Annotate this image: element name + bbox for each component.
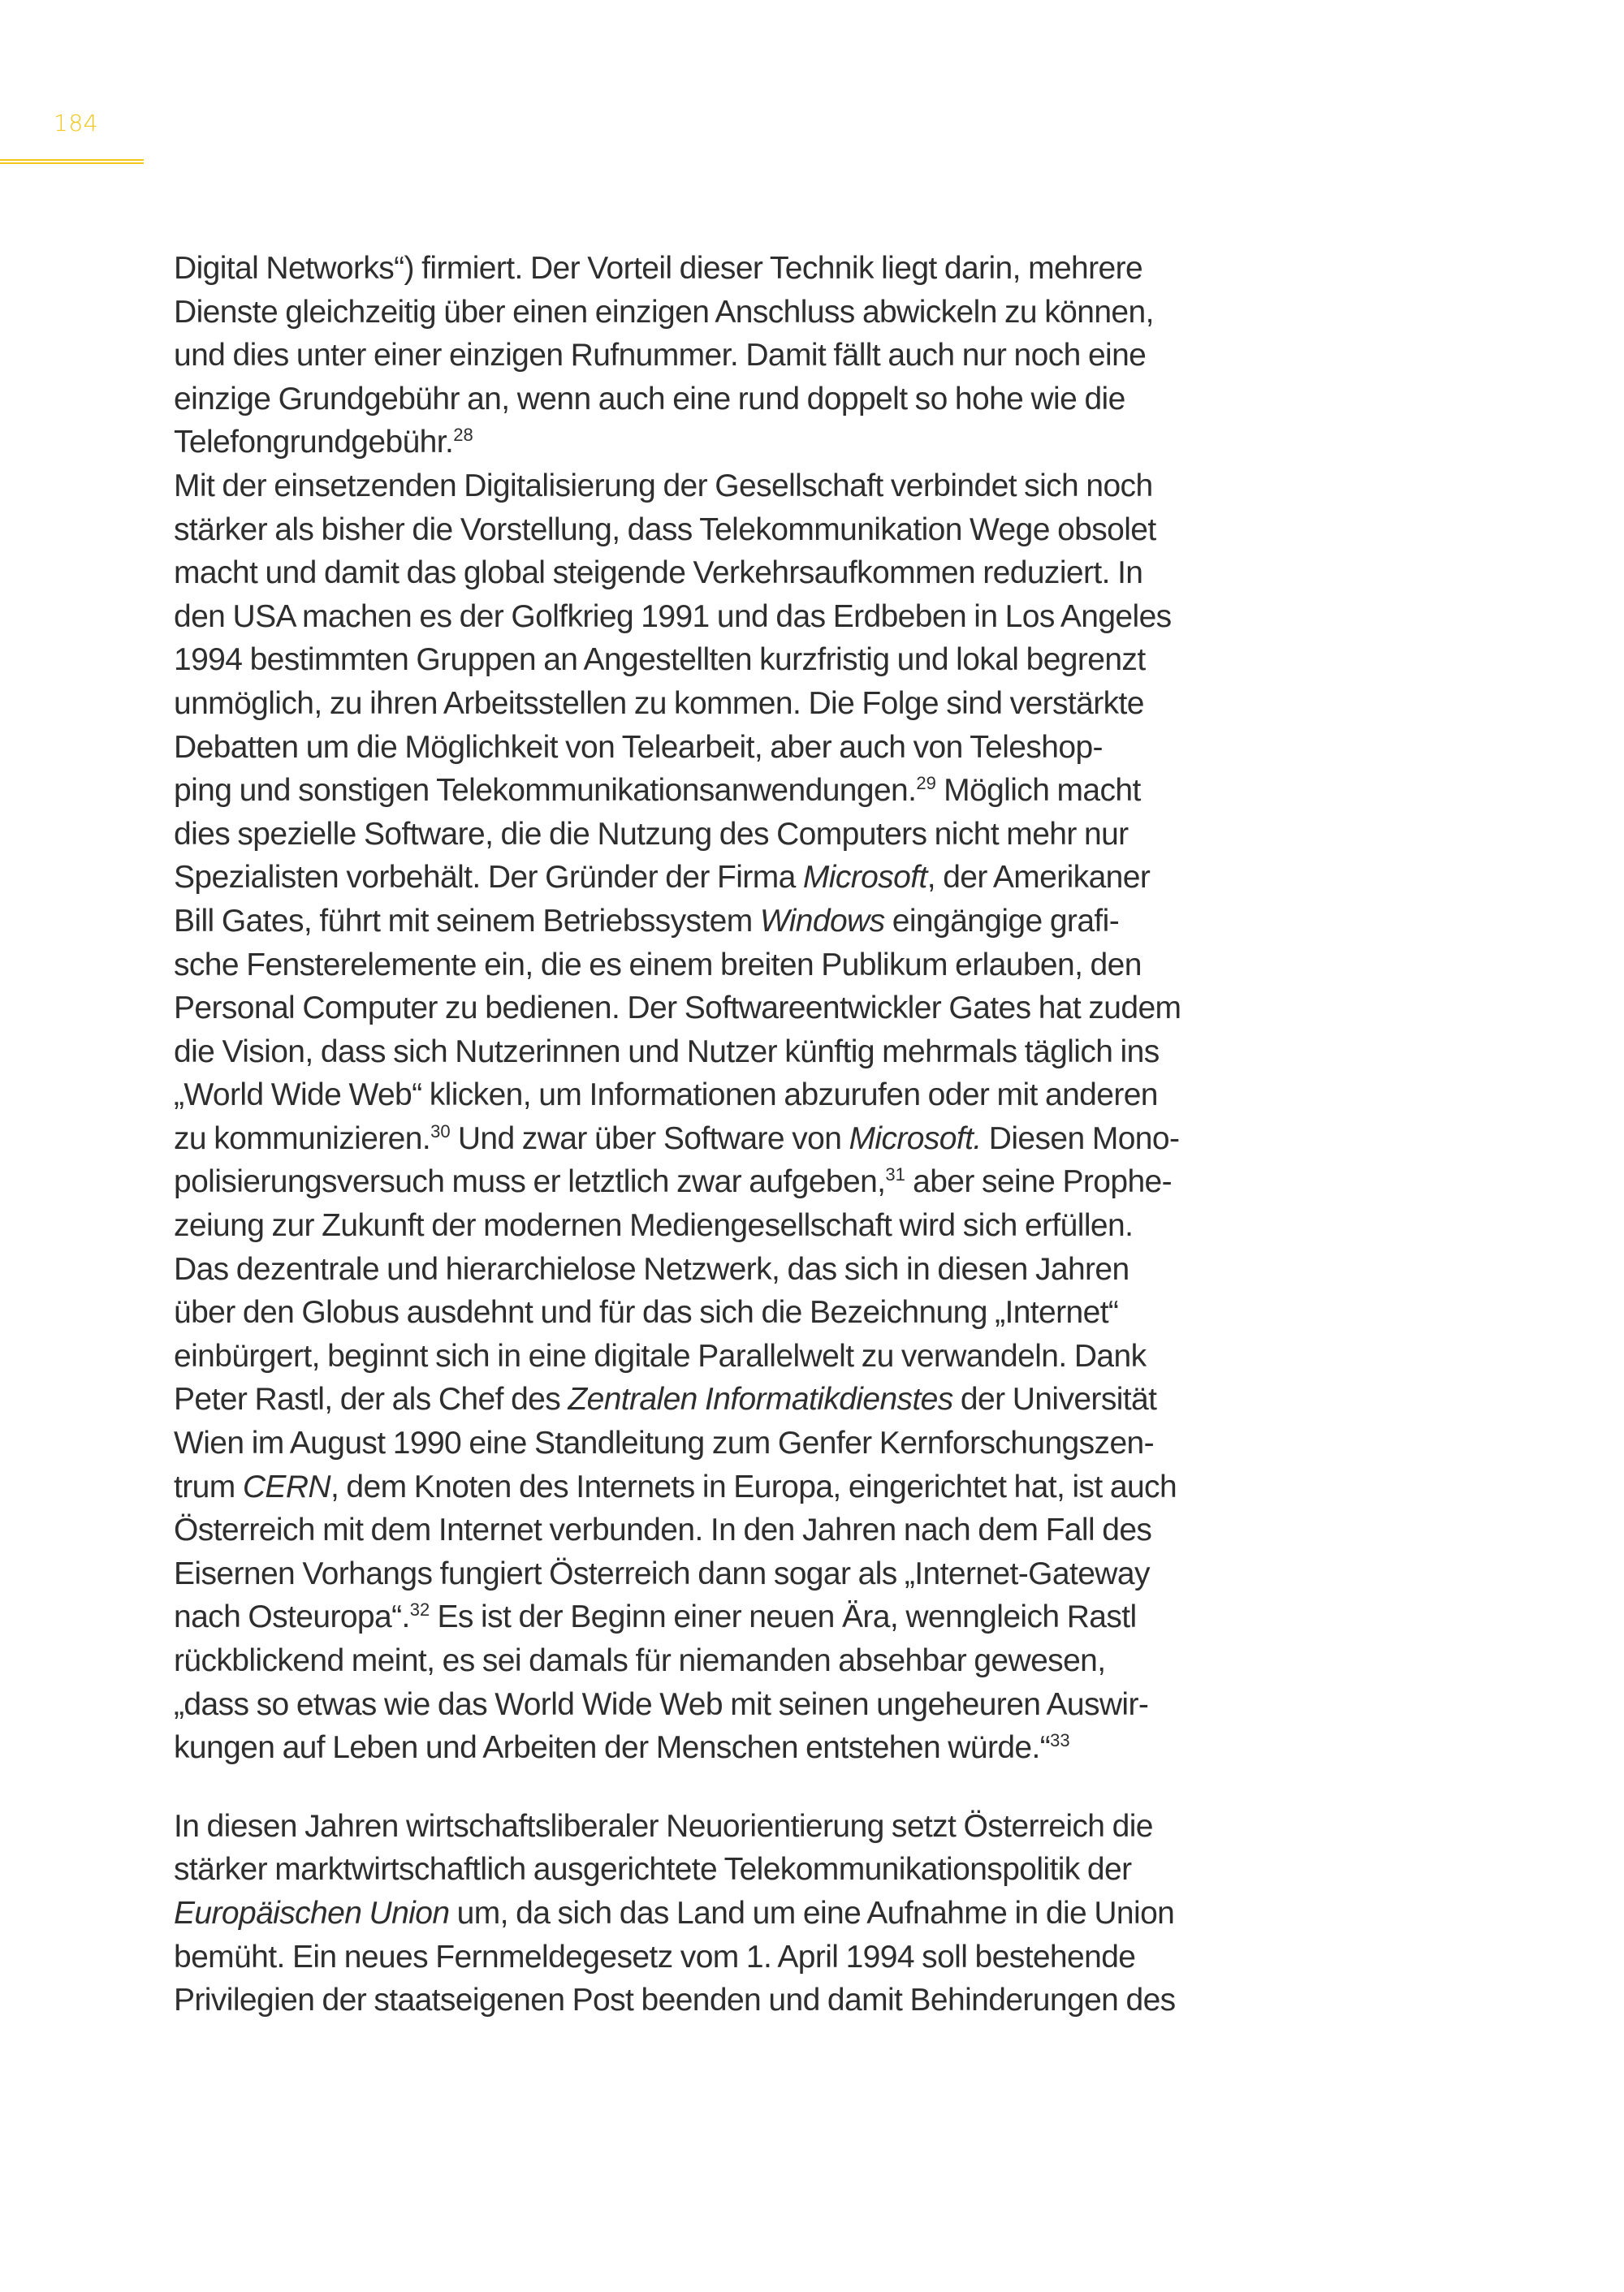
text-segment: aber seine Prophe-	[905, 1164, 1173, 1200]
footnote-reference: 31	[885, 1164, 905, 1185]
text-line	[174, 1248, 1311, 1292]
text-line	[174, 1509, 1311, 1552]
text-segment: stärker marktwirtschaftlich ausgerichtete Telekommunikationspolitik der	[174, 1852, 1132, 1888]
text-line	[174, 1892, 1311, 1936]
text-line	[174, 900, 1311, 943]
text-line	[174, 1335, 1311, 1379]
text-line	[174, 769, 1311, 813]
text-segment: bemüht. Ein neues Fernmeldegesetz vom 1. April 1994 soll bestehende	[174, 1939, 1136, 1975]
text-line	[174, 247, 1311, 291]
text-segment: 1994 bestimmten Gruppen an Angestellten kurzfristig und lokal begrenzt	[174, 642, 1146, 678]
italic-term: Europäischen Union	[174, 1895, 450, 1931]
text-line	[174, 334, 1311, 378]
text-line	[174, 1291, 1311, 1335]
text-segment: , dem Knoten des Internets in Europa, eingerichtet hat, ist auch	[330, 1469, 1177, 1504]
text-line	[174, 1979, 1311, 2022]
text-line	[174, 943, 1311, 987]
text-segment: über den Globus ausdehnt und für das sich die Bezeichnung „Internet“	[174, 1295, 1119, 1331]
text-line	[174, 682, 1311, 726]
text-line	[174, 1117, 1311, 1161]
text-segment: eingängige grafi-	[884, 903, 1120, 939]
footnote-reference: 32	[409, 1599, 430, 1621]
text-segment: und dies unter einer einzigen Rufnummer. Damit fällt auch nur noch eine	[174, 338, 1147, 373]
text-line	[174, 464, 1311, 508]
text-line	[174, 1073, 1311, 1117]
text-segment: ping und sonstigen Telekommunikationsanwendungen.	[174, 773, 917, 809]
text-line	[174, 1552, 1311, 1596]
text-segment: die Vision, dass sich Nutzerinnen und Nutzer künftig mehrmals täglich ins	[174, 1034, 1160, 1069]
text-segment: der Universität	[952, 1382, 1157, 1418]
footnote-reference: 29	[916, 773, 936, 794]
text-line	[174, 1726, 1311, 1770]
text-line	[174, 291, 1311, 335]
text-line	[174, 595, 1311, 639]
text-segment: Privilegien der staatseigenen Post beenden und damit Behinderungen des	[174, 1983, 1176, 2018]
paragraph	[174, 1805, 1311, 2022]
text-line	[174, 1378, 1311, 1422]
text-segment: Eisernen Vorhangs fungiert Österreich dann sogar als „Internet-Gateway	[174, 1556, 1150, 1591]
text-line	[174, 1204, 1311, 1248]
text-segment: Digital Networks“) firmiert. Der Vorteil dieser Technik liegt darin, mehrere	[174, 251, 1143, 286]
text-segment: Es ist der Beginn einer neuen Ära, wenngleich Rastl	[430, 1599, 1137, 1635]
text-segment: nach Osteuropa“.	[174, 1599, 410, 1635]
text-segment: polisierungsversuch muss er letztlich zwar aufgeben,	[174, 1164, 886, 1200]
text-line	[174, 813, 1311, 857]
italic-term: Microsoft	[802, 860, 927, 896]
text-line	[174, 1639, 1311, 1683]
text-segment: um, da sich das Land um eine Aufnahme in die Union	[449, 1895, 1175, 1931]
text-line	[174, 726, 1311, 770]
text-line	[174, 1848, 1311, 1892]
text-line	[174, 1683, 1311, 1727]
text-segment: unmöglich, zu ihren Arbeitsstellen zu kommen. Die Folge sind verstärkte	[174, 685, 1144, 721]
text-line	[174, 1465, 1311, 1509]
text-segment: macht und damit das global steigende Verkehrsaufkommen reduziert. In	[174, 555, 1143, 591]
text-line	[174, 508, 1311, 552]
header-double-rule	[0, 159, 144, 165]
text-line	[174, 1595, 1311, 1639]
text-line	[174, 1160, 1311, 1204]
text-segment: stärker als bisher die Vorstellung, dass Telekommunikation Wege obsolet	[174, 511, 1156, 547]
italic-term: CERN	[242, 1469, 330, 1504]
italic-term: Microsoft.	[849, 1120, 982, 1156]
text-segment: dies spezielle Software, die die Nutzung des Computers nicht mehr nur	[174, 816, 1129, 852]
text-line	[174, 638, 1311, 682]
text-line	[174, 1422, 1311, 1465]
text-segment: Bill Gates, führt mit seinem Betriebssystem	[174, 903, 760, 939]
text-segment: In diesen Jahren wirtschaftsliberaler Neuorientierung setzt Österreich die	[174, 1808, 1153, 1844]
italic-term: Zentralen Informatikdienstes	[568, 1382, 953, 1418]
text-segment: Spezialisten vorbehält. Der Gründer der Firma	[174, 860, 803, 896]
italic-term: Windows	[759, 903, 885, 939]
text-segment: Dienste gleichzeitig über einen einzigen Anschluss abwickeln zu können,	[174, 294, 1154, 330]
text-segment: Das dezentrale und hierarchielose Netzwerk, das sich in diesen Jahren	[174, 1251, 1129, 1287]
text-segment: Mit der einsetzenden Digitalisierung der Gesellschaft verbindet sich noch	[174, 468, 1153, 503]
text-line	[174, 1805, 1311, 1849]
text-segment: „World Wide Web“ klicken, um Informationen abzurufen oder mit anderen	[174, 1077, 1158, 1113]
text-segment: „dass so etwas wie das World Wide Web mit seinen ungeheuren Auswir-	[174, 1686, 1149, 1722]
text-line	[174, 1936, 1311, 1979]
text-segment: Personal Computer zu bedienen. Der Softwareentwickler Gates hat zudem	[174, 991, 1181, 1026]
text-segment: einzige Grundgebühr an, wenn auch eine rund doppelt so hohe wie die	[174, 381, 1125, 417]
text-line	[174, 856, 1311, 900]
text-segment: Peter Rastl, der als Chef des	[174, 1382, 568, 1418]
text-line	[174, 378, 1311, 421]
header-rule-line-bottom	[0, 162, 144, 164]
body-text	[174, 247, 1311, 2022]
text-line	[174, 986, 1311, 1030]
text-segment: zu kommunizieren.	[174, 1120, 431, 1156]
text-line	[174, 551, 1311, 595]
text-segment: Diesen Mono-	[981, 1120, 1180, 1156]
text-segment: sche Fensterelemente ein, die es einem breiten Publikum erlauben, den	[174, 947, 1142, 982]
footnote-reference: 30	[430, 1120, 451, 1142]
text-segment: Telefongrundgebühr.	[174, 425, 454, 460]
text-segment: kungen auf Leben und Arbeiten der Menschen entstehen würde.“	[174, 1730, 1051, 1766]
text-segment: Und zwar über Software von	[450, 1120, 849, 1156]
text-segment: Debatten um die Möglichkeit von Telearbeit, aber auch von Teleshop-	[174, 729, 1103, 765]
text-segment: den USA machen es der Golfkrieg 1991 und das Erdbeben in Los Angeles	[174, 598, 1172, 634]
text-segment: trum	[174, 1469, 243, 1504]
footnote-reference: 33	[1050, 1730, 1070, 1751]
text-line	[174, 421, 1311, 464]
text-segment: Österreich mit dem Internet verbunden. In den Jahren nach dem Fall des	[174, 1513, 1152, 1548]
footnote-reference: 28	[453, 425, 473, 446]
text-segment: Wien im August 1990 eine Standleitung zum Genfer Kernforschungszen-	[174, 1426, 1155, 1461]
header-rule-line-top	[0, 159, 144, 161]
text-segment: zeiung zur Zukunft der modernen Mediengesellschaft wird sich erfüllen.	[174, 1208, 1134, 1244]
page-number: 184	[54, 110, 98, 136]
text-line	[174, 1030, 1311, 1074]
paragraph	[174, 247, 1311, 1770]
text-segment: rückblickend meint, es sei damals für niemanden absehbar gewesen,	[174, 1643, 1106, 1678]
text-segment: Möglich macht	[935, 773, 1141, 809]
text-segment: einbürgert, beginnt sich in eine digitale Parallelwelt zu verwandeln. Dank	[174, 1338, 1147, 1374]
text-segment: , der Amerikaner	[926, 860, 1151, 896]
